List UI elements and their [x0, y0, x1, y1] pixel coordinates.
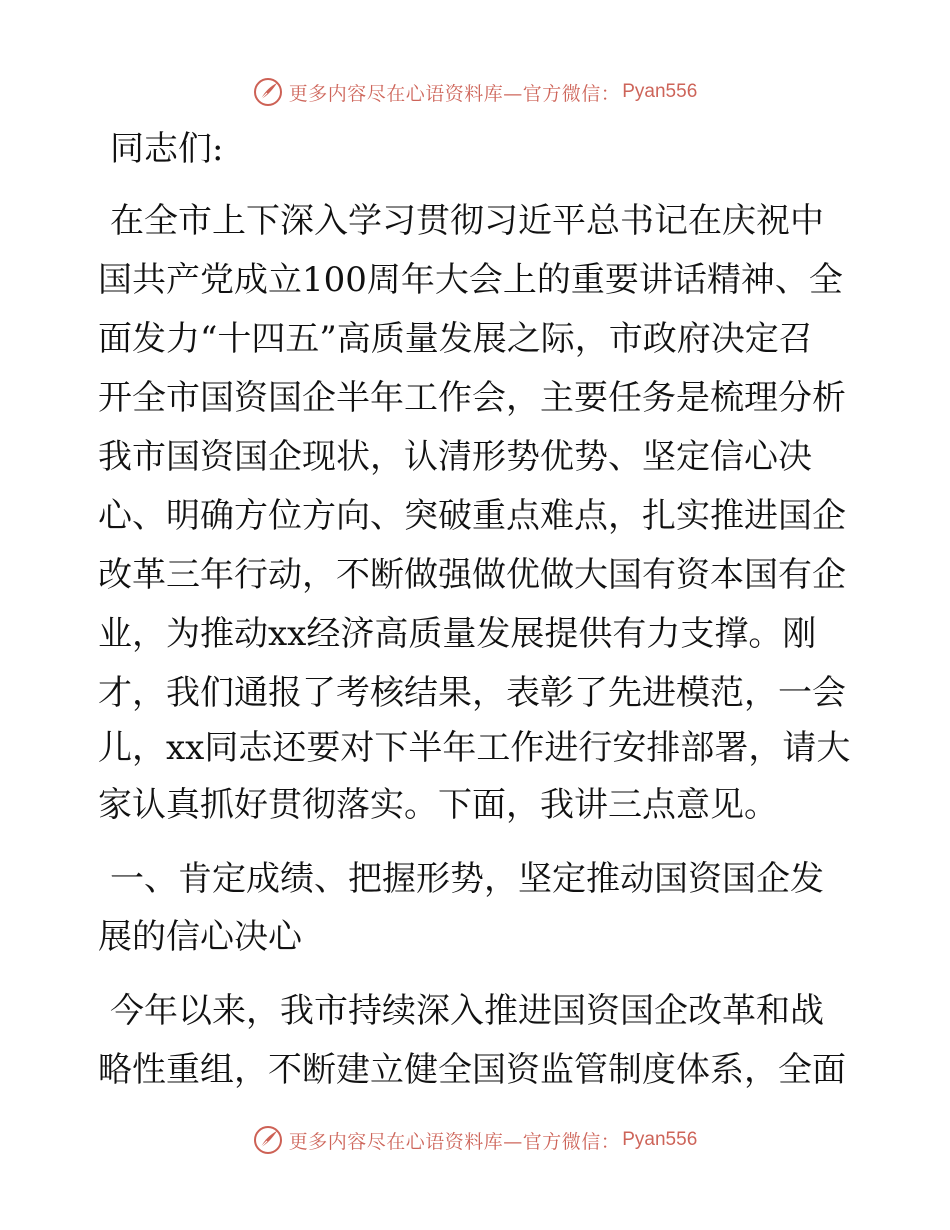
watermark-text: 更多内容尽在心语资料库—官方微信： [288, 82, 621, 105]
paragraph-line: 心、明确方位方向、突破重点难点，扎实推进国企 [98, 496, 846, 536]
paragraph-line: 国共产党成立100周年大会上的重要讲话精神、全 [98, 260, 843, 300]
watermark-wechat-id: Pyan556 [622, 1129, 698, 1150]
watermark-header [0, 72, 950, 112]
paragraph-line: 我市国资国企现状，认清形势优势、坚定信心决 [98, 437, 812, 477]
paragraph-line: 开全市国资国企半年工作会，主要任务是梳理分析 [98, 378, 846, 418]
section-heading: 一、肯定成绩、把握形势，坚定推动国资国企发 [110, 859, 824, 899]
paragraph-line: 才，我们通报了考核结果，表彰了先进模范，一会 [98, 673, 846, 713]
paragraph-line: 略性重组，不断建立健全国资监管制度体系，全面 [98, 1050, 846, 1090]
watermark-wechat-id: Pyan556 [622, 81, 698, 102]
feather-quill-icon [253, 77, 283, 107]
section-heading: 展的信心决心 [98, 917, 302, 957]
paragraph-line: 改革三年行动，不断做强做优做大国有资本国有企 [98, 555, 846, 595]
paragraph-line: 今年以来，我市持续深入推进国资国企改革和战 [110, 991, 824, 1031]
paragraph-line: 面发力“十四五”高质量发展之际，市政府决定召 [98, 319, 813, 359]
paragraph-line: 家认真抓好贯彻落实。下面，我讲三点意见。 [98, 785, 778, 825]
feather-quill-icon [253, 1125, 283, 1155]
paragraph-line: 业，为推动xx经济高质量发展提供有力支撑。刚 [98, 614, 817, 654]
watermark-text: 更多内容尽在心语资料库—官方微信： [288, 1130, 621, 1153]
salutation: 同志们: [110, 129, 224, 169]
paragraph-line: 在全市上下深入学习贯彻习近平总书记在庆祝中 [110, 201, 824, 241]
watermark-footer [0, 1120, 950, 1160]
paragraph-line: 儿，xx同志还要对下半年工作进行安排部署，请大 [98, 728, 851, 768]
